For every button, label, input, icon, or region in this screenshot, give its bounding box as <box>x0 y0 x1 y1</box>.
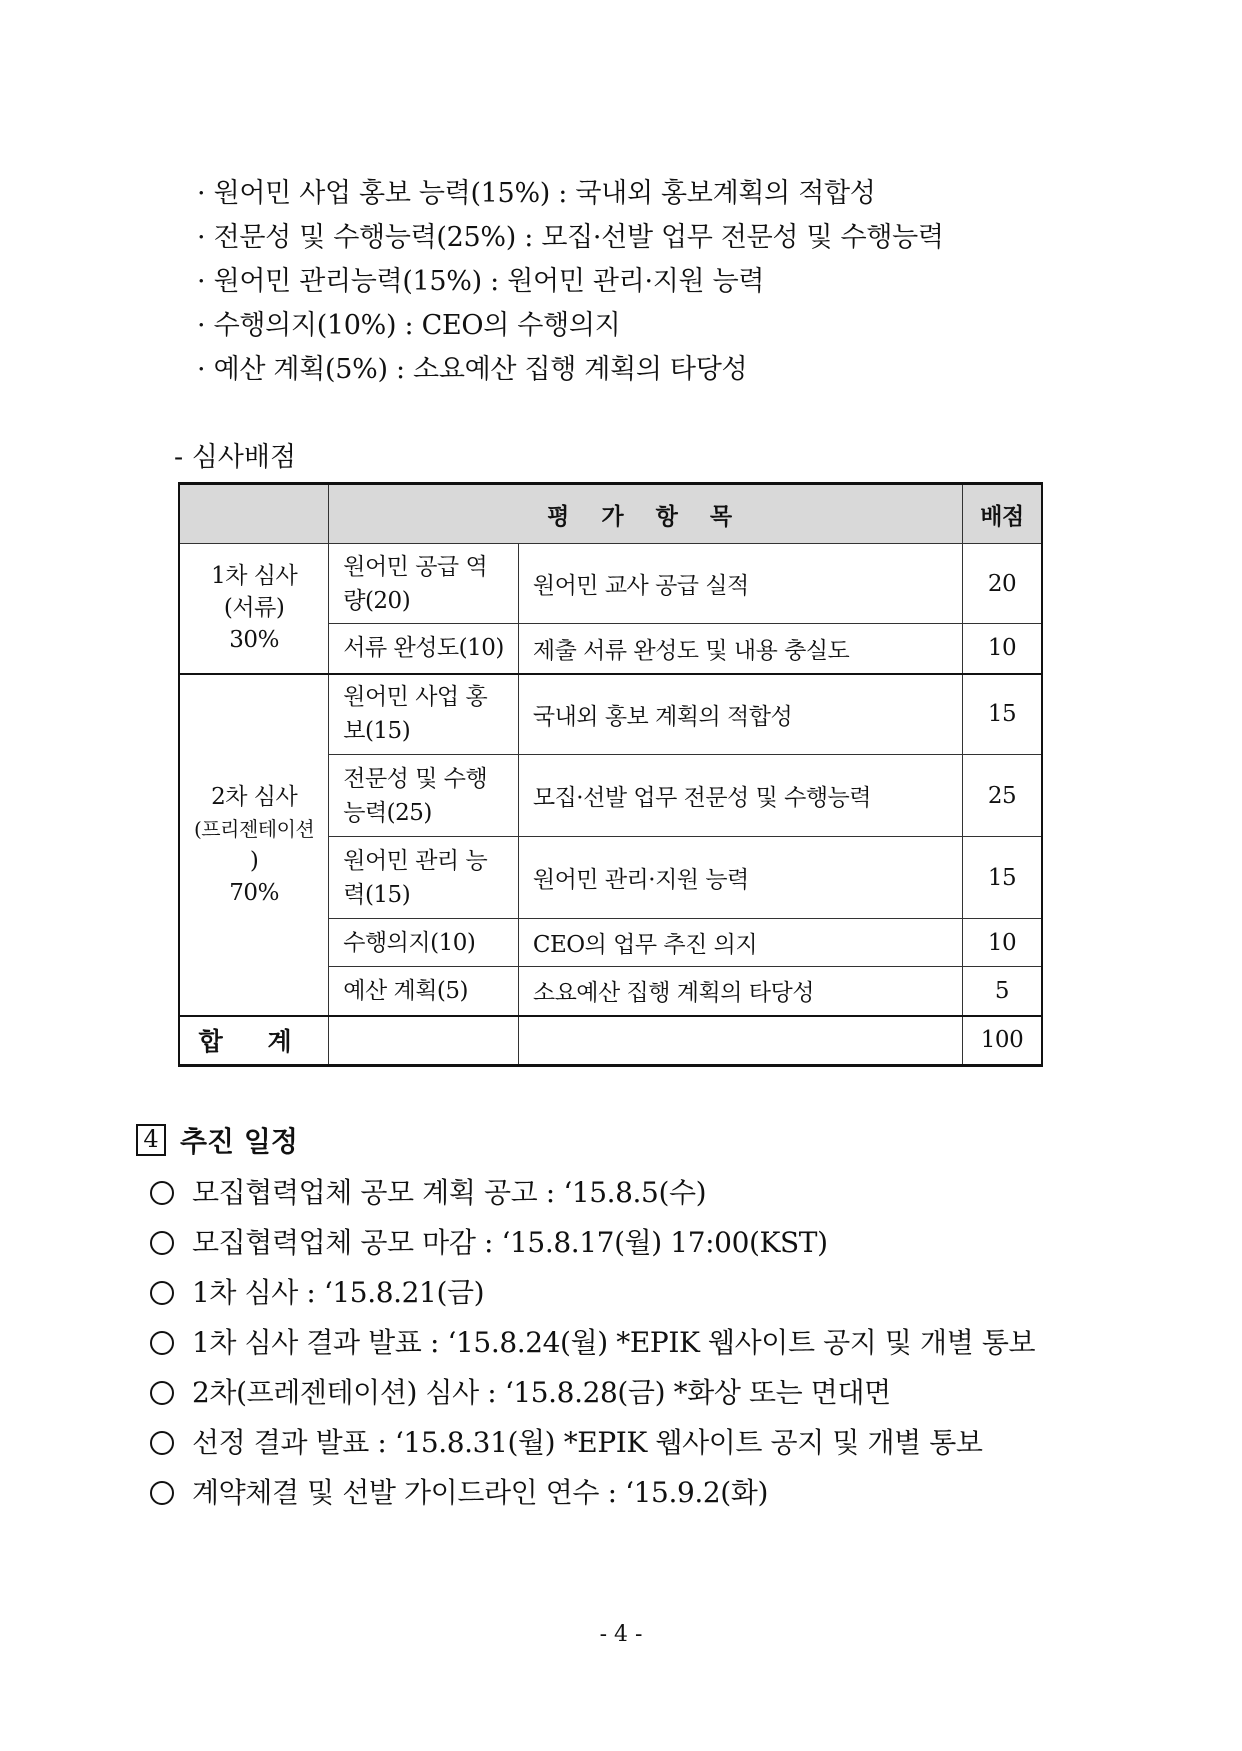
score-cell: 10 <box>963 919 1043 967</box>
category-cell: 원어민 관리 능력(15) <box>329 837 519 919</box>
schedule-item <box>150 1268 1035 1318</box>
schedule-item <box>150 1418 1035 1468</box>
schedule-item <box>150 1218 1035 1268</box>
circle-bullet-icon <box>150 1181 174 1205</box>
category-cell: 서류 완성도(10) <box>329 624 519 674</box>
schedule-text: 모집협력업체 공모 마감 : ‘15.8.17(월) 17:00(KST) <box>192 1226 828 1259</box>
stage2-line3: ) <box>249 847 259 874</box>
circle-bullet-icon <box>150 1331 174 1355</box>
table-row <box>179 674 1042 755</box>
circle-bullet-icon <box>150 1481 174 1505</box>
header-empty <box>179 484 329 544</box>
description-cell: 원어민 교사 공급 실적 <box>518 544 962 624</box>
description-cell: 제출 서류 완성도 및 내용 충실도 <box>518 624 962 674</box>
section-number-box: 4 <box>136 1124 166 1156</box>
scoring-table <box>178 482 1043 1067</box>
table-header-row <box>179 484 1042 544</box>
section-title: 추진 일정 <box>180 1125 298 1158</box>
criteria-item: · 원어민 관리능력(15%) : 원어민 관리·지원 능력 <box>197 266 765 297</box>
description-cell: 소요예산 집행 계획의 타당성 <box>518 967 962 1016</box>
score-cell: 15 <box>963 837 1043 919</box>
circle-bullet-icon <box>150 1431 174 1455</box>
header-score: 배점 <box>963 484 1043 544</box>
score-cell: 10 <box>963 624 1043 674</box>
schedule-text: 모집협력업체 공모 계획 공고 : ‘15.8.5(수) <box>192 1176 707 1209</box>
stage2-line4: 70% <box>229 879 279 906</box>
category-cell: 원어민 공급 역량(20) <box>329 544 519 624</box>
total-score: 100 <box>963 1016 1043 1066</box>
criteria-list <box>197 172 944 392</box>
total-empty-cell <box>518 1016 962 1066</box>
schedule-text: 2차(프레젠테이션) 심사 : ‘15.8.28(금) *화상 또는 면대면 <box>192 1376 891 1409</box>
stage2-line2: (프리젠테이션 <box>194 816 315 841</box>
description-cell: 국내외 홍보 계획의 적합성 <box>518 674 962 755</box>
category-cell: 원어민 사업 홍보(15) <box>329 674 519 755</box>
schedule-list <box>150 1168 1035 1518</box>
stage2-cell <box>179 674 329 1016</box>
total-empty-cell <box>329 1016 519 1066</box>
schedule-item <box>150 1468 1035 1518</box>
schedule-text: 1차 심사 : ‘15.8.21(금) <box>192 1276 485 1309</box>
criteria-item: · 전문성 및 수행능력(25%) : 모집·선발 업무 전문성 및 수행능력 <box>197 222 944 253</box>
score-cell: 15 <box>963 674 1043 755</box>
schedule-item <box>150 1368 1035 1418</box>
schedule-text: 선정 결과 발표 : ‘15.8.31(월) *EPIK 웹사이트 공지 및 개별 통보 <box>192 1426 983 1459</box>
category-cell: 수행의지(10) <box>329 919 519 967</box>
schedule-text: 1차 심사 결과 발표 : ‘15.8.24(월) *EPIK 웹사이트 공지 및 개별 통보 <box>192 1326 1036 1359</box>
score-cell: 20 <box>963 544 1043 624</box>
total-label: 합 계 <box>179 1016 329 1066</box>
schedule-item <box>150 1318 1035 1368</box>
category-cell: 전문성 및 수행능력(25) <box>329 755 519 837</box>
schedule-item <box>150 1168 1035 1218</box>
description-cell: 모집·선발 업무 전문성 및 수행능력 <box>518 755 962 837</box>
circle-bullet-icon <box>150 1231 174 1255</box>
criteria-item: · 수행의지(10%) : CEO의 수행의지 <box>197 310 621 341</box>
circle-bullet-icon <box>150 1281 174 1305</box>
header-items: 평 가 항 목 <box>329 484 963 544</box>
stage1-line2: (서류) <box>223 595 285 622</box>
stage1-line1: 1차 심사 <box>211 563 298 590</box>
scoring-title: - 심사배점 <box>174 442 297 473</box>
score-cell: 5 <box>963 967 1043 1016</box>
circle-bullet-icon <box>150 1381 174 1405</box>
section-heading <box>136 1120 298 1160</box>
stage2-line1: 2차 심사 <box>211 783 298 810</box>
page-number: - 4 - <box>599 1622 643 1647</box>
schedule-text: 계약체결 및 선발 가이드라인 연수 : ‘15.9.2(화) <box>192 1476 768 1509</box>
table-total-row <box>179 1016 1042 1066</box>
score-cell: 25 <box>963 755 1043 837</box>
criteria-item: · 예산 계획(5%) : 소요예산 집행 계획의 타당성 <box>197 354 748 385</box>
category-cell: 예산 계획(5) <box>329 967 519 1016</box>
table-row <box>179 544 1042 624</box>
stage1-cell <box>179 544 329 674</box>
stage1-line3: 30% <box>229 627 279 654</box>
criteria-item: · 원어민 사업 홍보 능력(15%) : 국내외 홍보계획의 적합성 <box>197 178 876 209</box>
description-cell: CEO의 업무 추진 의지 <box>518 919 962 967</box>
description-cell: 원어민 관리·지원 능력 <box>518 837 962 919</box>
